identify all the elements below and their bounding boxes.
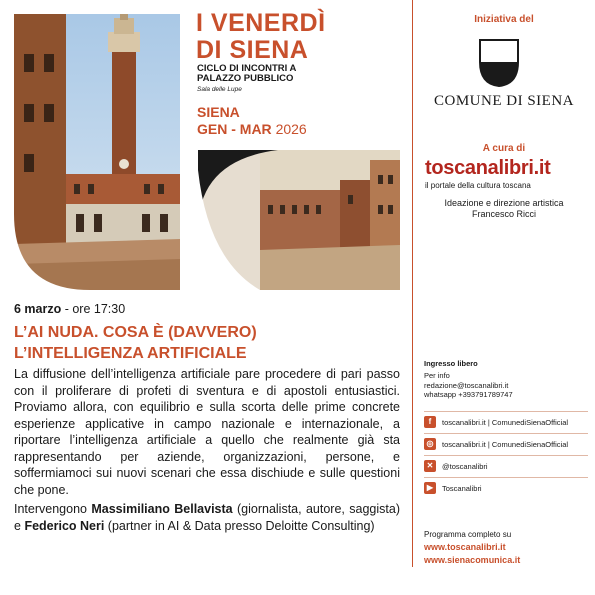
artistic-direction-label: Ideazione e direzione artistica bbox=[444, 198, 564, 208]
piazza-photo bbox=[14, 14, 180, 290]
initiative-label: Iniziativa del bbox=[474, 14, 534, 25]
sienacomunica-link[interactable]: www.sienacomunica.it bbox=[424, 555, 521, 565]
toscanalibri-tagline: il portale della cultura toscana bbox=[425, 181, 531, 190]
event-description bbox=[14, 366, 400, 537]
description-text: La diffusione dell’intelligenza artificiale pare procedere di pari passo con il proliferare di profeti di sventura e di apostoli entusiastici. Proviamo allora, con equilibrio e sulla scorta delle prime concrete esperienze applicative in campo nazionale e internazionale, a riportare l’intelligenza artificiale a quello che realmente già sta rappresentando per aziende, organizzazioni, persone, e soffermiamoci sui nuovi scenari che essa dischiude e sulle questioni che pone. bbox=[14, 367, 400, 497]
speakers bbox=[14, 501, 400, 534]
series-title-line1: I VENERDÌ bbox=[196, 9, 326, 37]
divider bbox=[424, 411, 588, 412]
program-label: Programma completo su bbox=[424, 530, 512, 539]
info-label: Per info bbox=[424, 371, 450, 380]
series-title-line2: DI SIENA bbox=[196, 36, 309, 64]
city-label: SIENA bbox=[197, 104, 240, 120]
x-icon: ✕ bbox=[424, 460, 436, 472]
speaker1-name: Massimiliano Bellavista bbox=[91, 502, 233, 516]
divider bbox=[424, 455, 588, 456]
info-whatsapp[interactable]: whatsapp +393791789747 bbox=[424, 390, 513, 399]
subtitle-line1: CICLO DI INCONTRI A bbox=[197, 63, 297, 74]
social-instagram[interactable] bbox=[424, 438, 568, 450]
speakers-intro: Intervengono bbox=[14, 502, 92, 516]
headline-line2: L’INTELLIGENZA ARTIFICIALE bbox=[14, 345, 247, 362]
free-entry: Ingresso libero bbox=[424, 359, 478, 368]
social-facebook[interactable] bbox=[424, 416, 568, 428]
season-year: 2026 bbox=[275, 121, 307, 137]
info-block bbox=[424, 371, 513, 400]
event-day: 6 marzo bbox=[14, 302, 62, 316]
headline-line1: L’AI NUDA. COSA È (DAVVERO) bbox=[14, 324, 257, 341]
subtitle-line2: PALAZZO PUBBLICO bbox=[197, 73, 294, 84]
social-label: toscanalibri.it | ComunediSienaOfficial bbox=[442, 439, 569, 449]
artistic-direction bbox=[413, 198, 595, 220]
speaker2-role: (partner in AI & Data presso Deloitte Consulting) bbox=[104, 518, 375, 533]
event-time: - ore 17:30 bbox=[61, 302, 126, 316]
facebook-icon: f bbox=[424, 416, 436, 428]
social-label: @toscanalibri bbox=[442, 461, 488, 471]
speaker2-name: Federico Neri bbox=[24, 518, 105, 533]
season-months: GEN - MAR bbox=[197, 121, 272, 137]
instagram-icon: ◎ bbox=[424, 438, 436, 450]
event-date bbox=[14, 302, 125, 316]
series-title bbox=[196, 10, 326, 64]
curated-by-label: A cura di bbox=[482, 143, 526, 154]
comune-di-siena-logo: COMUNE DI SIENA bbox=[434, 93, 574, 109]
youtube-icon: ▶ bbox=[424, 482, 436, 494]
toscanalibri-logo: toscanalibri.it bbox=[425, 157, 551, 179]
divider bbox=[424, 477, 588, 478]
toscanalibri-link[interactable]: www.toscanalibri.it bbox=[424, 542, 506, 552]
piazza-detail-photo bbox=[198, 150, 400, 290]
season-dates bbox=[197, 121, 307, 137]
venue-room: Sala delle Lupe bbox=[197, 86, 242, 93]
artistic-director-name: Francesco Ricci bbox=[471, 209, 536, 219]
column-divider bbox=[412, 0, 413, 567]
event-headline bbox=[14, 322, 257, 364]
social-youtube[interactable] bbox=[424, 482, 482, 494]
social-label: Toscanalibri bbox=[442, 483, 482, 493]
social-x[interactable] bbox=[424, 460, 488, 472]
siena-shield-icon bbox=[478, 38, 520, 88]
divider bbox=[424, 433, 588, 434]
info-email[interactable]: redazione@toscanalibri.it bbox=[424, 380, 509, 390]
speaker1-role: (giornalista, autore, saggista) e bbox=[14, 502, 400, 533]
social-label: toscanalibri.it | ComunediSienaOfficial bbox=[442, 417, 569, 427]
series-subtitle bbox=[197, 64, 296, 84]
